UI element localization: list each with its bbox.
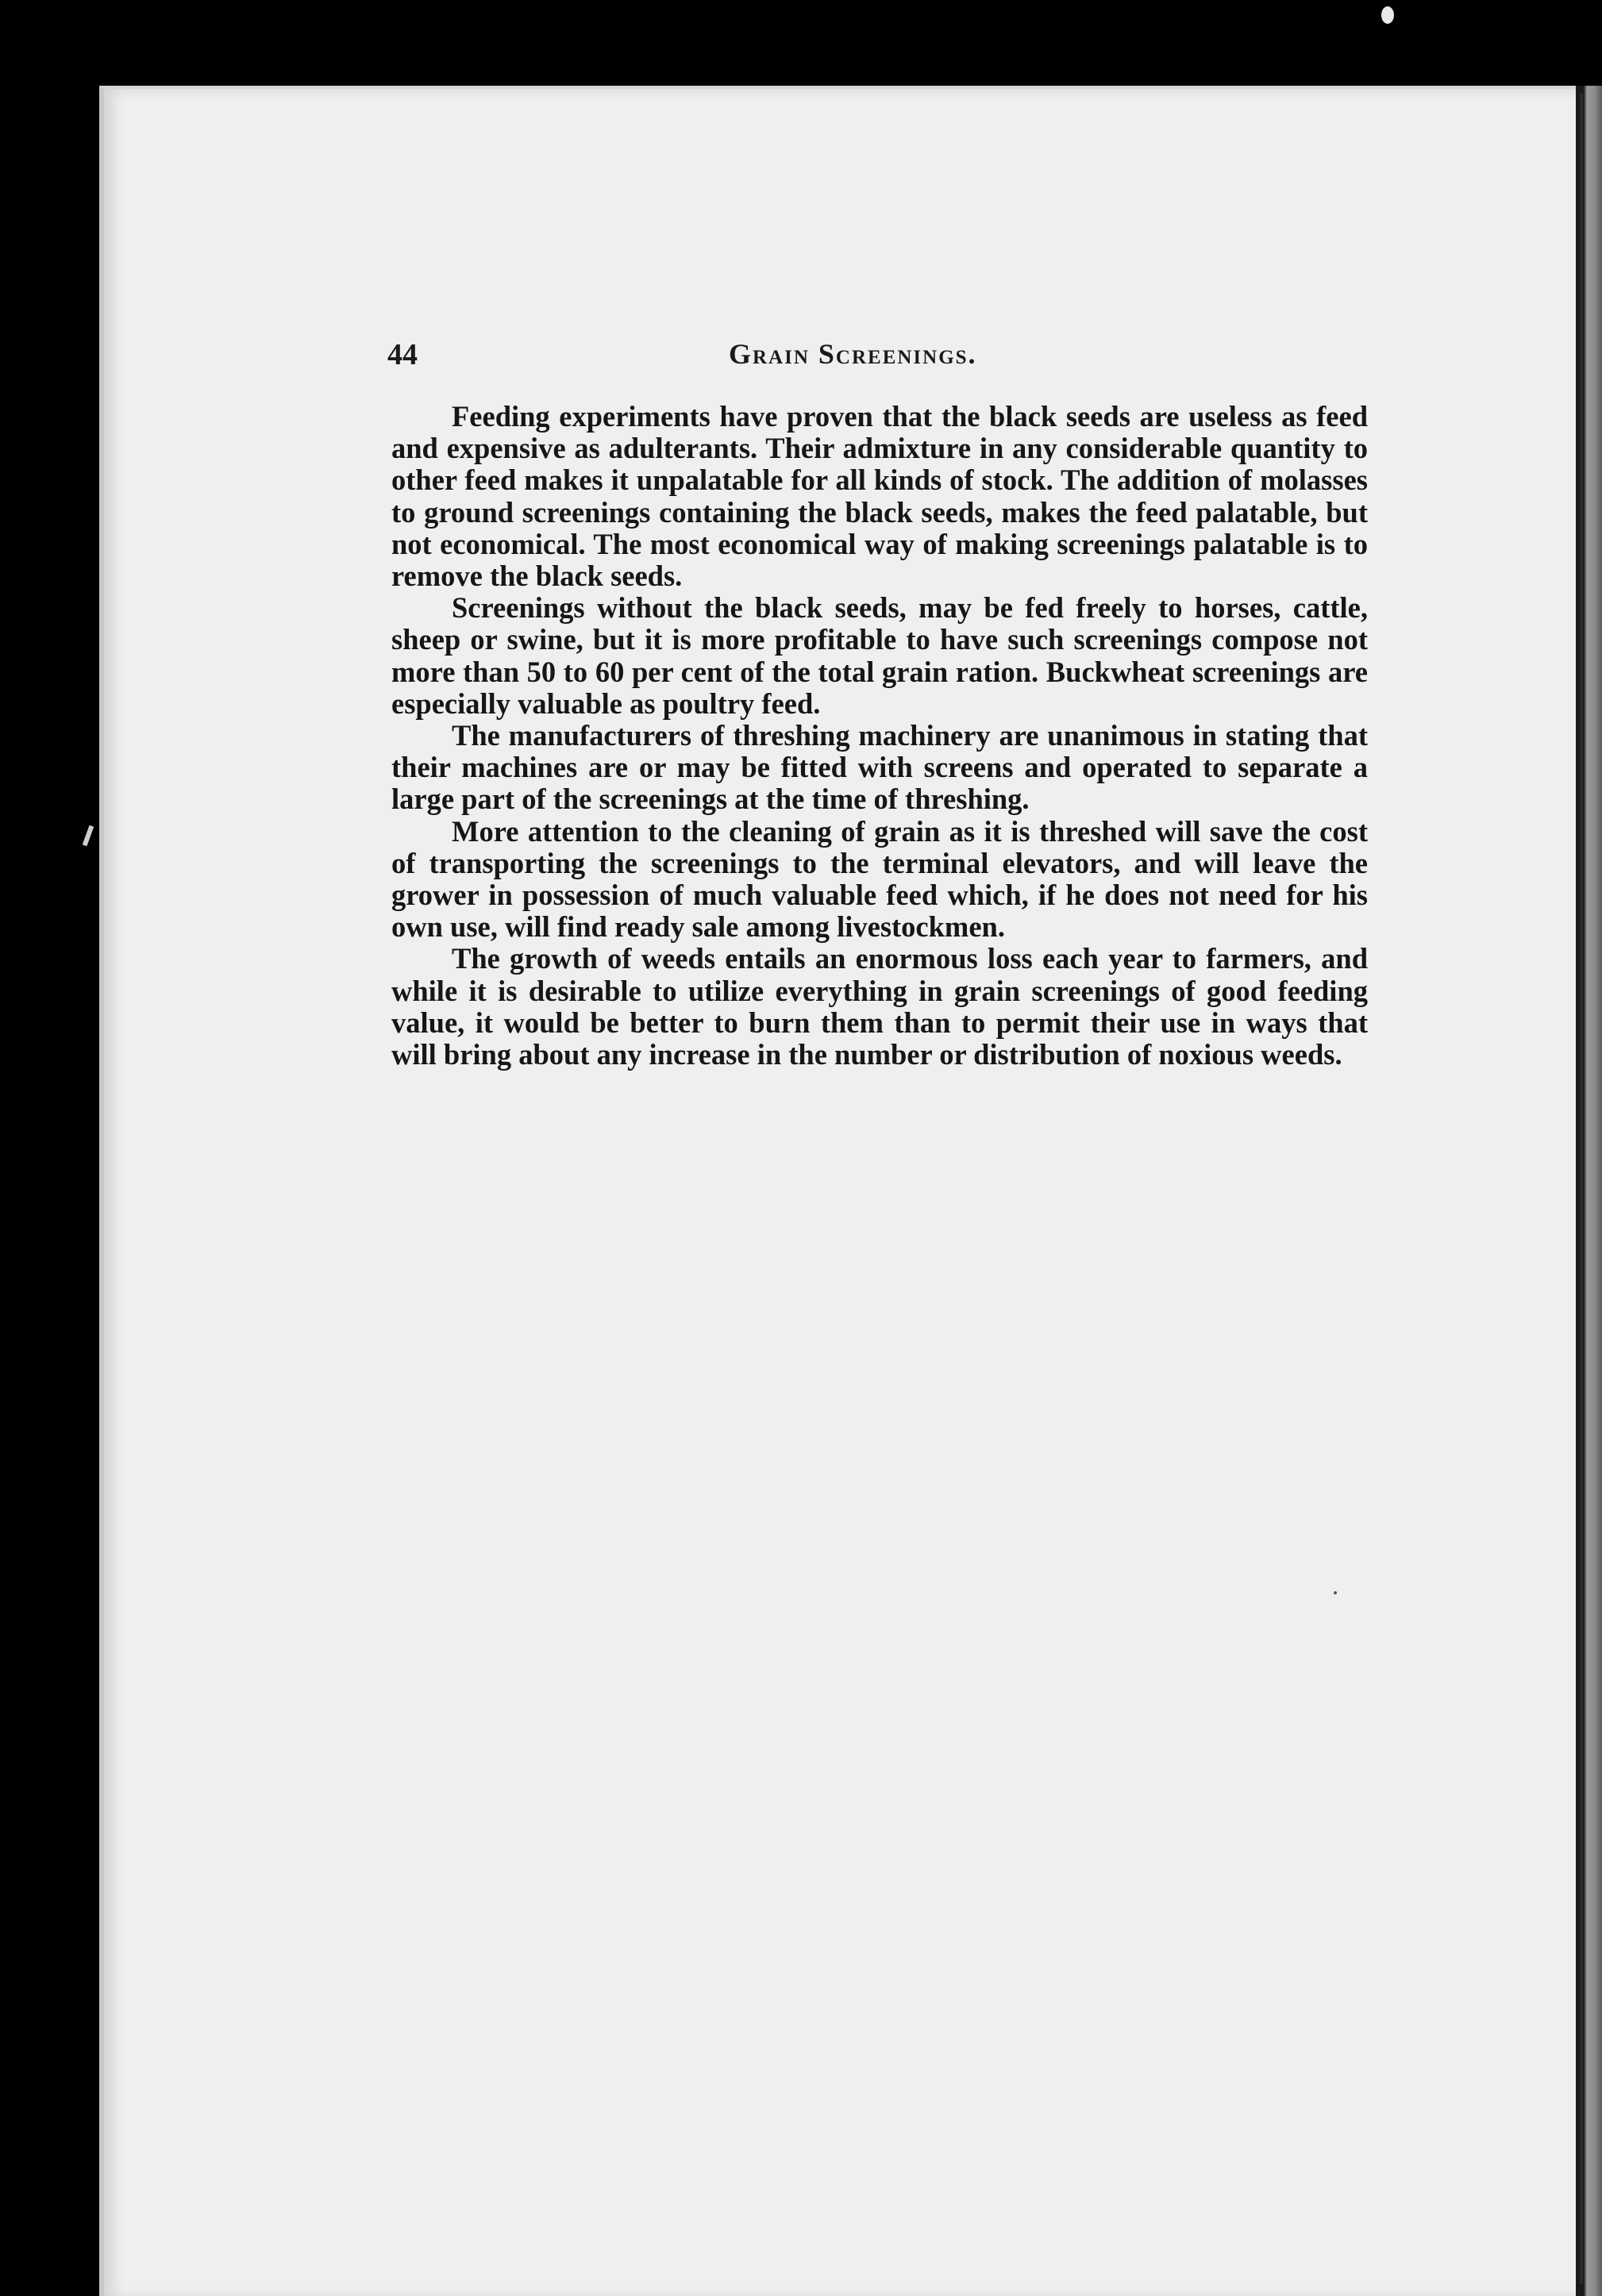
scan-artifact-dot — [1381, 6, 1394, 24]
running-title: Grain Screenings. — [729, 338, 977, 370]
page-number: 44 — [387, 338, 418, 371]
scan-artifact-mark — [83, 825, 94, 846]
running-head — [387, 337, 1364, 377]
paragraph-3: The manufacturers of threshing machinery are unanimous in stating that their machines are or may be fitted with screens and operated to separate a large part of the screenings at the time of threshing. — [391, 719, 1368, 816]
page-edge-rule — [1580, 94, 1583, 2284]
paragraph-2: Screenings without the black seeds, may be fed freely to horses, cattle, sheep or swine, but it is more profitable to have such screenings compose not more than 50 to 60 per cent of the total grain ration. Buckwheat screenings are especially valuable as poultry feed. — [391, 591, 1368, 720]
body-text — [391, 401, 1368, 1071]
paragraph-1: Feeding experiments have proven that the black seeds are useless as feed and expensive as adulterants. Their admixture in any considerable quantity to other feed makes it unpalatable for all kinds of stock. The addition of molasses to ground screenings containing the black seeds, makes the feed palatable, but not economical. The most economical way of making screenings palatable is to remove the black seeds. — [391, 400, 1368, 593]
paragraph-5: The growth of weeds entails an enormous loss each year to farmers, and while it is desirable to utilize everything in grain screenings of good feeding value, it would be better to burn them than to permit their use in ways that will bring about any increase in the number or distribution of noxious weeds. — [391, 942, 1368, 1071]
paragraph-4: More attention to the cleaning of grain as it is threshed will save the cost of transporting the screenings to the terminal elevators, and will leave the grower in possession of much valuable feed which, if he does not need for his own use, will find ready sale among livestockmen. — [391, 814, 1368, 944]
scan-artifact-speck — [1334, 1591, 1337, 1594]
